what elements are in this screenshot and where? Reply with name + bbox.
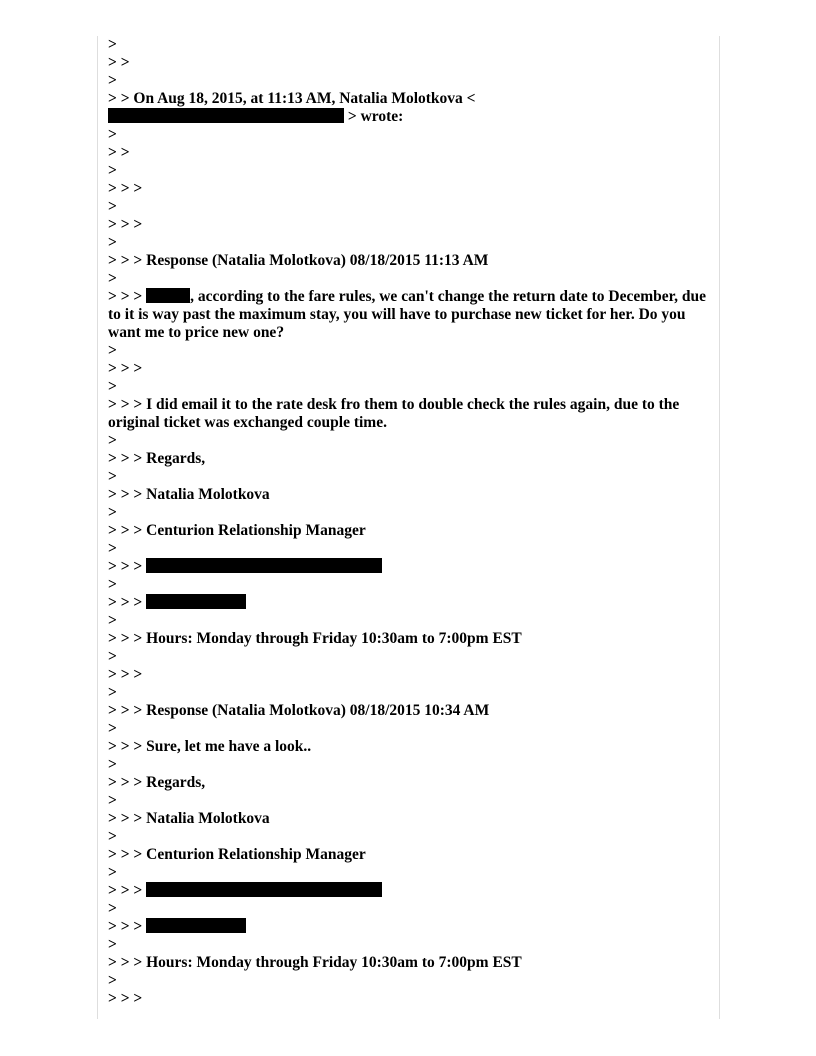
- redacted-email: [108, 108, 344, 123]
- signature-name: > > > Natalia Molotkova: [108, 486, 270, 503]
- quote-line: >: [108, 126, 117, 143]
- quote-line: >: [108, 468, 117, 485]
- quote-line: >: [108, 234, 117, 251]
- quote-line: >: [108, 684, 117, 701]
- message-paragraph: > > > , according to the fare rules, we can't change the return date to December, due to it is way past the maximum stay, you will have to purchase new ticket for her. Do you want me to price new one?: [108, 288, 706, 341]
- quote-line: >: [108, 198, 117, 215]
- signature-regards: > > > Regards,: [108, 774, 206, 791]
- quote-line: >: [108, 540, 117, 557]
- quote-line: > > >: [108, 360, 143, 377]
- quote-line: >: [108, 504, 117, 521]
- signature-redacted-line: > > >: [108, 882, 708, 900]
- redacted-contact: [146, 882, 382, 897]
- redacted-contact: [146, 558, 382, 573]
- quote-line: >: [108, 72, 117, 89]
- reply-header-email: > wrote:: [108, 108, 708, 126]
- signature-redacted-line: > > >: [108, 918, 708, 936]
- redacted-phone: [146, 918, 246, 933]
- quote-line: > > >: [108, 216, 143, 233]
- signature-redacted-line: > > >: [108, 594, 708, 612]
- quote-line: >: [108, 342, 117, 359]
- quote-line: >: [108, 36, 117, 53]
- quote-line: > > >: [108, 666, 143, 683]
- message-paragraph: > > > I did email it to the rate desk fro them to double check the rules again, due to the original ticket was exchanged couple time.: [108, 396, 680, 431]
- signature-redacted-line: > > >: [108, 558, 708, 576]
- quote-line: >: [108, 612, 117, 629]
- reply-header: > > On Aug 18, 2015, at 11:13 AM, Natalia Molotkova <: [108, 90, 476, 107]
- signature-title: > > > Centurion Relationship Manager: [108, 846, 366, 863]
- quote-line: >: [108, 900, 117, 917]
- signature-hours: > > > Hours: Monday through Friday 10:30am to 7:00pm EST: [108, 630, 522, 647]
- quote-line: >: [108, 432, 117, 449]
- quote-line: >: [108, 648, 117, 665]
- response-header: > > > Response (Natalia Molotkova) 08/18/2015 10:34 AM: [108, 702, 490, 719]
- quote-line: >: [108, 378, 117, 395]
- quote-line: >: [108, 828, 117, 845]
- quote-line: >: [108, 972, 117, 989]
- signature-name: > > > Natalia Molotkova: [108, 810, 270, 827]
- signature-title: > > > Centurion Relationship Manager: [108, 522, 366, 539]
- quote-line: >: [108, 792, 117, 809]
- quote-line: >: [108, 936, 117, 953]
- quote-line: > > >: [108, 180, 143, 197]
- quote-line: > >: [108, 54, 130, 71]
- redacted-name: [146, 288, 190, 303]
- quote-line: >: [108, 756, 117, 773]
- quote-line: >: [108, 720, 117, 737]
- quote-line: >: [108, 162, 117, 179]
- response-header: > > > Response (Natalia Molotkova) 08/18/2015 11:13 AM: [108, 252, 489, 269]
- quote-line: > > >: [108, 990, 143, 1007]
- page-border-right: [719, 36, 720, 1019]
- signature-regards: > > > Regards,: [108, 450, 206, 467]
- page-border-left: [97, 36, 98, 1019]
- email-thread: [108, 36, 708, 1008]
- redacted-phone: [146, 594, 246, 609]
- message-paragraph: > > > Sure, let me have a look..: [108, 738, 312, 755]
- quote-line: > >: [108, 144, 130, 161]
- quote-line: >: [108, 864, 117, 881]
- signature-hours: > > > Hours: Monday through Friday 10:30am to 7:00pm EST: [108, 954, 522, 971]
- quote-line: >: [108, 270, 117, 287]
- quote-line: >: [108, 576, 117, 593]
